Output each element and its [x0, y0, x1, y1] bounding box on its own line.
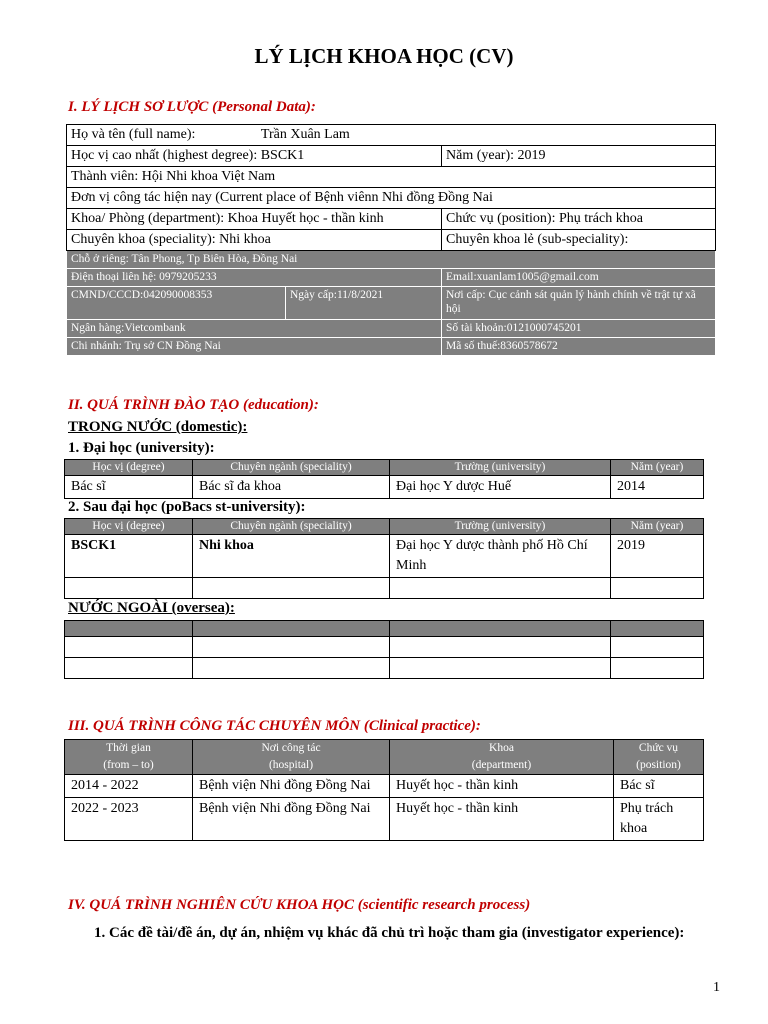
- col-year: Năm (year): [611, 519, 704, 535]
- email-cell: Email:xuanlam1005@gmail.com: [442, 269, 716, 287]
- table-cell: Bác sĩ: [65, 476, 193, 499]
- postgrad-heading: 2. Sau đại học (poBacs st-university):: [68, 499, 306, 515]
- table-header-row: [65, 621, 704, 637]
- col-department: Khoa (department): [390, 740, 614, 775]
- table-cell: Nhi khoa: [193, 535, 390, 578]
- section-clinical-heading: III. QUÁ TRÌNH CÔNG TÁC CHUYÊN MÔN (Clinical practice):: [68, 718, 481, 734]
- table-row: [67, 167, 716, 188]
- col-speciality: Chuyên ngành (speciality): [193, 519, 390, 535]
- name-label: Họ và tên (full name):: [71, 127, 196, 142]
- table-header-row: [65, 519, 704, 535]
- table-cell: Bác sĩ: [614, 775, 704, 798]
- oversea-table: [64, 620, 704, 679]
- table-cell: Phụ trách khoa: [614, 798, 704, 841]
- table-row: [65, 535, 704, 578]
- clinical-practice-table: [64, 739, 704, 841]
- name-value: Trần Xuân Lam: [260, 127, 350, 142]
- table-row: [67, 209, 716, 230]
- table-row: [67, 320, 716, 338]
- tax-code-cell: Mã số thuế:8360578672: [442, 338, 716, 356]
- table-cell: Đại học Y dược Huế: [390, 476, 611, 499]
- table-cell: Bác sĩ đa khoa: [193, 476, 390, 499]
- table-row: [65, 637, 704, 658]
- university-heading: 1. Đại học (university):: [68, 440, 215, 456]
- table-row: [67, 188, 716, 209]
- table-row: [67, 146, 716, 167]
- table-row: [67, 287, 716, 320]
- name-cell: [67, 125, 716, 146]
- table-row: [67, 230, 716, 251]
- col-degree: Học vị (degree): [65, 460, 193, 476]
- section-personal-heading: I. LÝ LỊCH SƠ LƯỢC (Personal Data):: [68, 99, 316, 115]
- table-cell: Bệnh viện Nhi đồng Đồng Nai: [193, 775, 390, 798]
- table-row: [67, 125, 716, 146]
- bank-cell: Ngân hàng:Vietcombank: [67, 320, 442, 338]
- oversea-heading: NƯỚC NGOÀI (oversea):: [68, 600, 235, 616]
- table-cell: Huyết học - thần kinh: [390, 775, 614, 798]
- account-cell: Số tài khoản:0121000745201: [442, 320, 716, 338]
- col-hospital: Nơi công tác (hospital): [193, 740, 390, 775]
- table-row: [67, 269, 716, 287]
- domestic-heading: TRONG NƯỚC (domestic):: [68, 419, 248, 435]
- col-university: Trường (university): [390, 460, 611, 476]
- department-cell: Khoa/ Phòng (department): Khoa Huyết học - thần kinh: [67, 209, 442, 230]
- table-row: [65, 775, 704, 798]
- speciality-cell: Chuyên khoa (speciality): Nhi khoa: [67, 230, 442, 251]
- member-cell: Thành viên: Hội Nhi khoa Việt Nam: [67, 167, 716, 188]
- table-cell: 2022 - 2023: [65, 798, 193, 841]
- col-year: Năm (year): [611, 460, 704, 476]
- table-row: [65, 578, 704, 599]
- research-item-1: 1. Các đề tài/đề án, dự án, nhiệm vụ khác đã chủ trì hoặc tham gia (investigator experience):: [94, 925, 685, 941]
- table-cell: 2014 - 2022: [65, 775, 193, 798]
- col-speciality: Chuyên ngành (speciality): [193, 460, 390, 476]
- postgrad-table: [64, 518, 704, 599]
- workplace-cell: Đơn vị công tác hiện nay (Current place of Bệnh viênn Nhi đồng Đồng Nai: [67, 188, 716, 209]
- id-number-cell: CMND/CCCD:042090008353: [67, 287, 286, 320]
- table-cell: 2014: [611, 476, 704, 499]
- branch-cell: Chi nhánh: Trụ sở CN Đồng Nai: [67, 338, 442, 356]
- table-row: [65, 798, 704, 841]
- address-cell: Chỗ ở riêng: Tân Phong, Tp Biên Hòa, Đồng Nai: [67, 251, 716, 269]
- personal-data-table: [66, 124, 716, 356]
- page-number: 1: [713, 980, 720, 995]
- sub-speciality-cell: Chuyên khoa lẻ (sub-speciality):: [442, 230, 716, 251]
- degree-cell: Học vị cao nhất (highest degree): BSCK1: [67, 146, 442, 167]
- table-cell: BSCK1: [65, 535, 193, 578]
- col-position: Chức vụ (position): [614, 740, 704, 775]
- position-cell: Chức vụ (position): Phụ trách khoa: [442, 209, 716, 230]
- table-header-row: [65, 740, 704, 775]
- table-row: [67, 251, 716, 269]
- document-title: LÝ LỊCH KHOA HỌC (CV): [254, 44, 514, 68]
- section-research-heading: IV. QUÁ TRÌNH NGHIÊN CỨU KHOA HỌC (scientific research process): [68, 897, 531, 913]
- table-row: [65, 476, 704, 499]
- table-cell: Đại học Y dược thành phố Hồ Chí Minh: [390, 535, 611, 578]
- table-cell: 2019: [611, 535, 704, 578]
- year-cell: Năm (year): 2019: [442, 146, 716, 167]
- issue-date-cell: Ngày cấp:11/8/2021: [286, 287, 442, 320]
- university-table: [64, 459, 704, 499]
- table-row: [65, 658, 704, 679]
- table-header-row: [65, 460, 704, 476]
- issue-place-cell: Nơi cấp: Cục cảnh sát quản lý hành chính về trật tự xã hội: [442, 287, 716, 320]
- table-cell: Bệnh viện Nhi đồng Đồng Nai: [193, 798, 390, 841]
- col-university: Trường (university): [390, 519, 611, 535]
- section-education-heading: II. QUÁ TRÌNH ĐÀO TẠO (education):: [68, 397, 319, 413]
- col-degree: Học vị (degree): [65, 519, 193, 535]
- table-row: [67, 338, 716, 356]
- col-time: Thời gian (from – to): [65, 740, 193, 775]
- table-cell: Huyết học - thần kinh: [390, 798, 614, 841]
- phone-cell: Điện thoại liên hệ: 0979205233: [67, 269, 442, 287]
